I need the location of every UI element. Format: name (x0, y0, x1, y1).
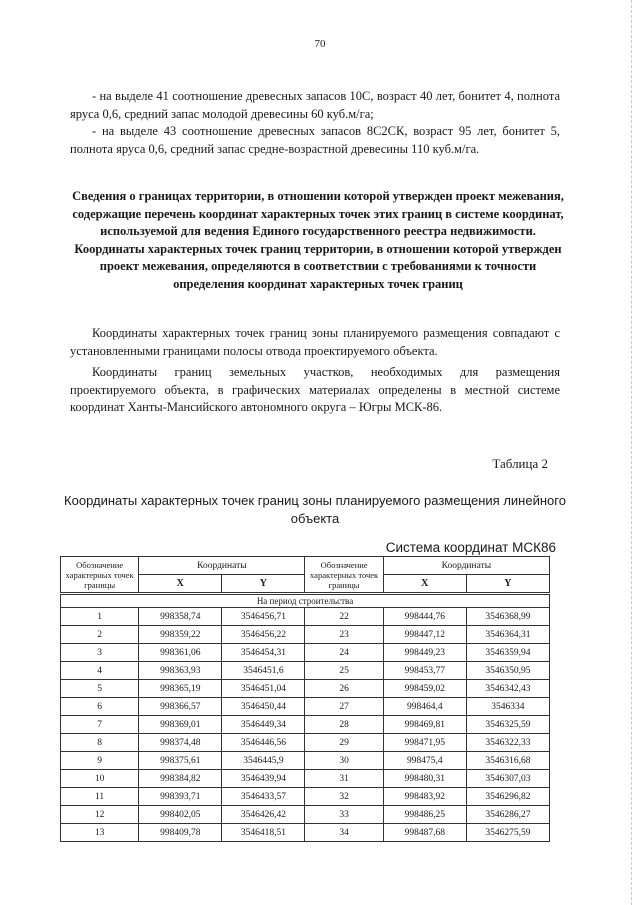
y-coordinate: 3546296,82 (466, 788, 549, 806)
x-coordinate: 998447,12 (383, 626, 466, 644)
x-coordinate: 998393,71 (139, 788, 222, 806)
point-number: 8 (61, 734, 139, 752)
y-coordinate: 3546449,34 (222, 716, 305, 734)
y-coordinate: 3546456,71 (222, 608, 305, 626)
x-coordinate: 998464,4 (383, 698, 466, 716)
x-coordinate: 998483,92 (383, 788, 466, 806)
y-coordinate: 3546322,33 (466, 734, 549, 752)
table-caption: Координаты характерных точек границ зоны планируемого размещения линейного объекта (64, 493, 566, 526)
y-coordinate: 3546316,68 (466, 752, 549, 770)
table-label: Таблица 2 (492, 456, 548, 471)
x-coordinate: 998471,95 (383, 734, 466, 752)
x-coordinate: 998369,01 (139, 716, 222, 734)
y-coordinate: 3546275,59 (466, 824, 549, 842)
table-row (61, 608, 550, 626)
period-row: На период строительства (61, 594, 550, 608)
header-y: Y (222, 575, 305, 594)
table-row (61, 698, 550, 716)
point-number: 29 (305, 734, 383, 752)
point-number: 13 (61, 824, 139, 842)
table-row (61, 626, 550, 644)
point-number: 27 (305, 698, 383, 716)
table-row (61, 824, 550, 842)
point-number: 32 (305, 788, 383, 806)
point-number: 9 (61, 752, 139, 770)
y-coordinate: 3546307,03 (466, 770, 549, 788)
x-coordinate: 998444,76 (383, 608, 466, 626)
header-point-label: Обозначение характерных точек границы (61, 557, 139, 594)
point-number: 5 (61, 680, 139, 698)
table-row (61, 716, 550, 734)
point-number: 30 (305, 752, 383, 770)
x-coordinate: 998453,77 (383, 662, 466, 680)
bullet-item: - на выделе 41 соотношение древесных запасов 10С, возраст 40 лет, бонитет 4, полнота яруса 0,6, средний запас молодой древесины 60 куб.м/га; (70, 89, 560, 121)
x-coordinate: 998359,22 (139, 626, 222, 644)
point-number: 31 (305, 770, 383, 788)
table-row (61, 752, 550, 770)
y-coordinate: 3546451,04 (222, 680, 305, 698)
x-coordinate: 998402,05 (139, 806, 222, 824)
x-coordinate: 998459,02 (383, 680, 466, 698)
header-x: X (383, 575, 466, 594)
point-number: 12 (61, 806, 139, 824)
header-coordinates: Координаты (383, 557, 549, 575)
header-x: X (139, 575, 222, 594)
y-coordinate: 3546445,9 (222, 752, 305, 770)
y-coordinate: 3546456,22 (222, 626, 305, 644)
y-coordinate: 3546451,6 (222, 662, 305, 680)
x-coordinate: 998361,06 (139, 644, 222, 662)
point-number: 25 (305, 662, 383, 680)
y-coordinate: 3546364,31 (466, 626, 549, 644)
table-row (61, 806, 550, 824)
point-number: 26 (305, 680, 383, 698)
y-coordinate: 3546433,57 (222, 788, 305, 806)
point-number: 3 (61, 644, 139, 662)
table-row (61, 644, 550, 662)
x-coordinate: 998487,68 (383, 824, 466, 842)
x-coordinate: 998363,93 (139, 662, 222, 680)
paragraph: Координаты границ земельных участков, необходимых для размещения проектируемого объекта, в графических материалах определены в местной системе координат Ханты-Мансийского автономного округа – Югры МСК-86. (70, 365, 560, 414)
y-coordinate: 3546286,27 (466, 806, 549, 824)
x-coordinate: 998374,48 (139, 734, 222, 752)
point-number: 23 (305, 626, 383, 644)
point-number: 7 (61, 716, 139, 734)
table-row (61, 734, 550, 752)
x-coordinate: 998486,25 (383, 806, 466, 824)
x-coordinate: 998366,57 (139, 698, 222, 716)
y-coordinate: 3546350,95 (466, 662, 549, 680)
point-number: 24 (305, 644, 383, 662)
x-coordinate: 998469,81 (383, 716, 466, 734)
coordinates-table (60, 556, 550, 842)
point-number: 28 (305, 716, 383, 734)
y-coordinate: 3546450,44 (222, 698, 305, 716)
y-coordinate: 3546368,99 (466, 608, 549, 626)
bullet-list (70, 88, 560, 158)
header-y: Y (466, 575, 549, 594)
y-coordinate: 3546439,94 (222, 770, 305, 788)
coordinate-system-label: Система координат МСК86 (385, 540, 556, 555)
point-number: 33 (305, 806, 383, 824)
x-coordinate: 998475,4 (383, 752, 466, 770)
point-number: 4 (61, 662, 139, 680)
page-edge-divider (630, 0, 632, 905)
table-row (61, 662, 550, 680)
x-coordinate: 998449,23 (383, 644, 466, 662)
point-number: 2 (61, 626, 139, 644)
point-number: 6 (61, 698, 139, 716)
point-number: 10 (61, 770, 139, 788)
table-row (61, 788, 550, 806)
point-number: 22 (305, 608, 383, 626)
y-coordinate: 3546342,43 (466, 680, 549, 698)
y-coordinate: 3546418,51 (222, 824, 305, 842)
body-text (70, 325, 560, 421)
section-heading: Сведения о границах территории, в отношении которой утвержден проект межевания, содержащие перечень координат характерных точек этих границ в системе координат, используемой для ведения Единого государственного реестра недвижимости. Координаты характерных точек границ территории, в отношении которой утвержден проект межевания, определяются в соответствии с требованиями к точности определения координат характерных точек границ (72, 189, 564, 291)
x-coordinate: 998384,82 (139, 770, 222, 788)
point-number: 1 (61, 608, 139, 626)
y-coordinate: 3546334 (466, 698, 549, 716)
x-coordinate: 998375,61 (139, 752, 222, 770)
x-coordinate: 998358,74 (139, 608, 222, 626)
y-coordinate: 3546446,56 (222, 734, 305, 752)
table-row (61, 770, 550, 788)
x-coordinate: 998480,31 (383, 770, 466, 788)
y-coordinate: 3546325,59 (466, 716, 549, 734)
point-number: 34 (305, 824, 383, 842)
page-number: 70 (314, 38, 326, 50)
x-coordinate: 998409,78 (139, 824, 222, 842)
x-coordinate: 998365,19 (139, 680, 222, 698)
y-coordinate: 3546454,31 (222, 644, 305, 662)
header-coordinates: Координаты (139, 557, 305, 575)
table-row (61, 680, 550, 698)
y-coordinate: 3546359,94 (466, 644, 549, 662)
header-point-label: Обозначение характерных точек границы (305, 557, 383, 594)
y-coordinate: 3546426,42 (222, 806, 305, 824)
bullet-item: - на выделе 43 соотношение древесных запасов 8С2СК, возраст 95 лет, бонитет 5, полнота яруса 0,6, средний запас средне-возрастной древесины 110 куб.м/га. (70, 124, 560, 156)
point-number: 11 (61, 788, 139, 806)
paragraph: Координаты характерных точек границ зоны планируемого размещения совпадают с установленными границами полосы отвода проектируемого объекта. (70, 326, 560, 358)
